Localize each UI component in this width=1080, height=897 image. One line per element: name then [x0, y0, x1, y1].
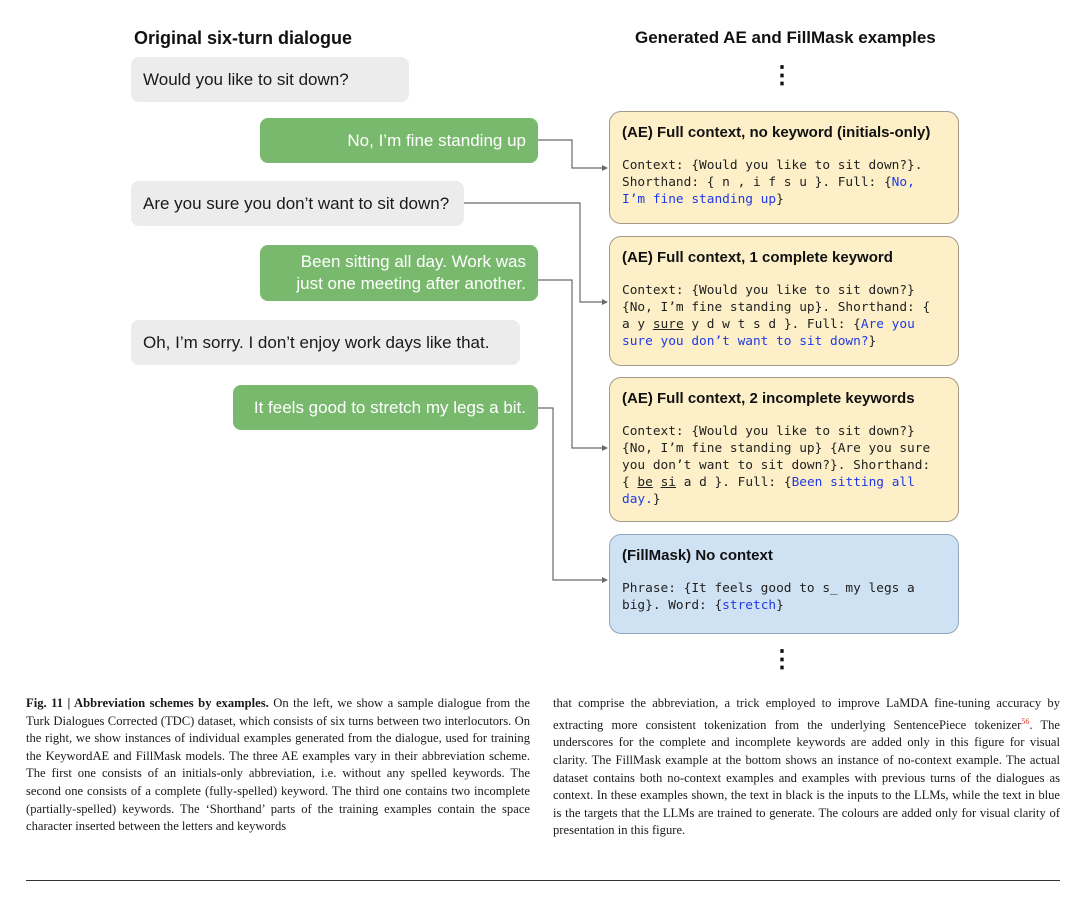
input-text: } [868, 334, 877, 349]
connector-1 [538, 140, 604, 168]
caption-text: . The underscores for the complete and incomplete keywords are added only in this figure for visual clarity. The FillMask example at the bottom shows an instance of no-context example. The actual dataset contains both no-context examples and examples with previous turns of the dialogues as context. In these examples shown, the text in black is the inputs to the LLMs, while the text in blue is the targets that the LLMs are trained to generate. The colours are added only for visual clarity of presentation in this figure. [553, 717, 1060, 838]
target-text: sure you don’t want to sit down? [622, 334, 869, 349]
card-body [622, 157, 946, 208]
card-body [622, 423, 946, 508]
target-text: day. [622, 492, 653, 507]
connector-3 [538, 280, 604, 448]
target-text: stretch [722, 598, 777, 613]
input-text: Shorthand: { n , i f s u }. Full: { [622, 175, 892, 190]
input-text: } [776, 598, 784, 613]
target-text: I’m fine standing up [622, 192, 777, 207]
connector-2 [464, 203, 604, 302]
body-line [622, 191, 946, 208]
turn-text-line-1: Been sitting all day. Work was [300, 252, 526, 271]
input-text: } [652, 492, 661, 507]
example-card-fillmask [609, 534, 959, 634]
target-text: Been sitting all [791, 475, 915, 490]
body-line: Context: {Would you like to sit down?} [622, 283, 915, 298]
input-text: { [622, 475, 638, 490]
incomplete-keyword: be [637, 475, 653, 490]
card-title: (AE) Full context, 1 complete keyword [622, 249, 893, 266]
target-text: Are you [860, 317, 915, 332]
example-card-ae-incomplete-keywords [609, 377, 959, 522]
caption-column-2 [553, 695, 1060, 840]
caption-text: that comprise the abbreviation, a trick employed to improve LaMDA fine-tuning accuracy by extracting more consistent tokenization from the underlying SentencePiece tokenizer [553, 696, 1060, 732]
turn-text-line-2: just one meeting after another. [296, 274, 526, 293]
card-body [622, 580, 946, 614]
arrowhead-2 [602, 299, 608, 305]
body-line [622, 597, 946, 614]
body-line: Context: {Would you like to sit down?}. [622, 158, 923, 173]
citation-ref[interactable]: 56 [1021, 716, 1030, 726]
target-text: No, [891, 175, 915, 190]
turn-text: Are you sure you don’t want to sit down? [143, 194, 450, 213]
body-line [622, 333, 946, 350]
dialogue-heading: Original six-turn dialogue [134, 28, 353, 48]
input-text: a y [622, 317, 653, 332]
body-line [622, 174, 946, 191]
body-line: Context: {Would you like to sit down?} [622, 424, 915, 439]
turn-text: Oh, I’m sorry. I don’t enjoy work days like that. [143, 333, 490, 352]
examples-heading: Generated AE and FillMask examples [635, 28, 936, 47]
input-text: y d w t s d }. Full: { [683, 317, 861, 332]
figure-label: Fig. 11 | Abbreviation schemes by examples. [26, 696, 269, 710]
input-text: } [776, 192, 784, 207]
turn-text: It feels good to stretch my legs a bit. [253, 398, 526, 417]
turn-text: No, I’m fine standing up [347, 131, 526, 150]
body-line: Phrase: {It feels good to s_ my legs a [622, 581, 915, 596]
caption-column-1 [26, 695, 530, 836]
arrowhead-3 [602, 445, 608, 451]
body-line [622, 474, 946, 491]
bottom-rule [26, 880, 1060, 881]
arrowhead-1 [602, 165, 608, 171]
input-text: a d }. Full: { [675, 475, 792, 490]
turn-text: Would you like to sit down? [143, 70, 349, 89]
body-line: you don’t want to sit down?}. Shorthand: [622, 458, 931, 473]
card-title: (AE) Full context, no keyword (initials-only) [622, 124, 931, 141]
ellipsis-top: ⋮ [770, 62, 794, 89]
body-line [622, 316, 946, 333]
caption-text: On the left, we show a sample dialogue from the Turk Dialogues Corrected (TDC) dataset, which consists of six turns between two interlocutors. On the right, we show instances of individual examples generated from the dialogue, used for training the KeywordAE and FillMask models. The three AE examples vary in their abbreviation scheme. The first one consists of an initials-only abbreviation, i.e. without any spelled keywords. The second one consists of a complete (fully-spelled) keyword. The third one contains two incomplete (partially-spelled) keywords. The ‘Shorthand’ parts of the training examples contain the space character inserted between the letters and keywords [26, 696, 530, 834]
example-card-ae-initials [609, 111, 959, 224]
complete-keyword: sure [652, 317, 684, 332]
body-line [622, 491, 946, 508]
body-line: {No, I’m fine standing up} {Are you sure [622, 441, 931, 456]
card-title: (AE) Full context, 2 incomplete keywords [622, 390, 915, 407]
input-text: big}. Word: { [622, 598, 723, 613]
card-body [622, 282, 946, 350]
connector-4 [538, 408, 604, 580]
example-card-ae-complete-keyword [609, 236, 959, 366]
incomplete-keyword: si [660, 475, 676, 490]
ellipsis-bottom: ⋮ [770, 646, 794, 673]
arrowhead-4 [602, 577, 608, 583]
body-line: {No, I’m fine standing up}. Shorthand: { [622, 300, 931, 315]
card-title: (FillMask) No context [622, 547, 773, 564]
